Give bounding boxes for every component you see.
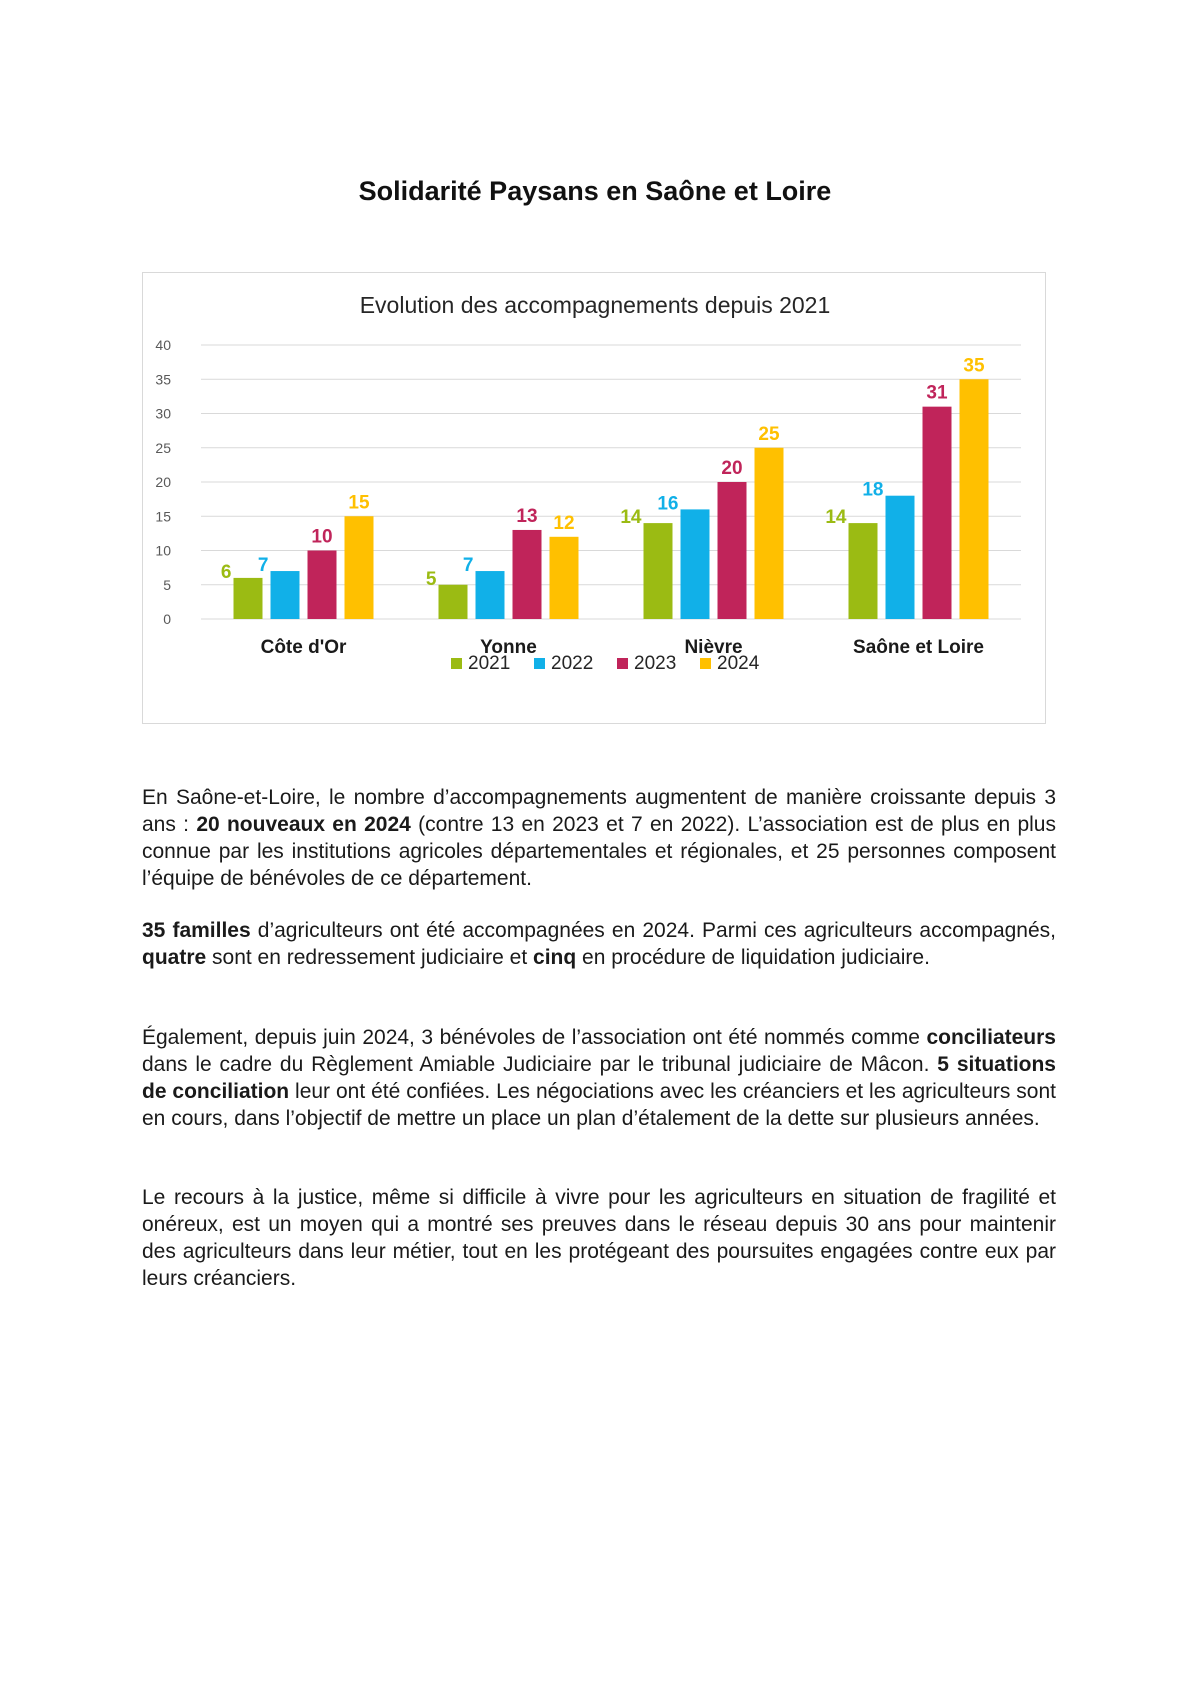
p3-text-a: Également, depuis juin 2024, 3 bénévoles de l’association ont été nommés comme <box>142 1026 927 1049</box>
legend-swatch-2023 <box>617 658 628 669</box>
data-label: 12 <box>553 512 575 534</box>
y-tick-label: 20 <box>155 474 171 490</box>
y-tick-label: 40 <box>155 337 171 353</box>
y-tick-label: 15 <box>155 508 171 525</box>
paragraph-3 <box>142 1024 1056 1132</box>
data-label: 15 <box>348 492 370 514</box>
y-tick-label: 35 <box>155 371 171 388</box>
p2-text-f: en procédure de liquidation judiciaire. <box>576 946 930 969</box>
bar-2022 <box>271 571 300 619</box>
p2-text-b: d’agriculteurs ont été accompagnées en 2024. Parmi ces agriculteurs accompagnés, <box>250 919 1056 942</box>
bar-2023 <box>923 407 952 619</box>
data-label: 10 <box>311 526 333 548</box>
category-label: Côte d'Or <box>260 637 347 658</box>
y-tick-label: 30 <box>155 405 171 422</box>
legend-label: 2021 <box>468 653 511 674</box>
y-tick-label: 0 <box>163 611 171 627</box>
p1-text-c: (contre 13 en 2023 et 7 en 2022). L’association est de plus en plus connue par les institutions agricoles départementales et régionales, et 25 personnes composent l’équipe de bénévoles de ce département. <box>142 813 1056 890</box>
x-axis-categories <box>261 637 984 658</box>
category-label: Nièvre <box>684 637 743 658</box>
legend-label: 2023 <box>634 653 677 674</box>
p2-bold-quatre: quatre <box>142 946 207 969</box>
bar-2021 <box>234 578 263 619</box>
data-label: 7 <box>257 555 269 577</box>
bar-2024 <box>755 448 784 619</box>
data-label: 35 <box>963 355 985 377</box>
paragraph-4 <box>142 1184 1056 1292</box>
data-label: 14 <box>825 507 847 529</box>
p1-bold-new-2024: 20 nouveaux en 2024 <box>196 813 411 836</box>
p4-text-a: Le recours à la justice, même si difficile à vivre pour les agriculteurs en situation de fragilité et onéreux, est un moyen qui a montré ses preuves dans le réseau depuis 30 ans pour maintenir des agriculteurs dans leur métier, tout en les protégeant des poursuites engagées contre eux par leurs créanciers. <box>142 1186 1056 1290</box>
data-label: 5 <box>425 568 437 590</box>
data-label: 13 <box>516 505 538 527</box>
p3-bold-conciliateurs: conciliateurs <box>926 1026 1056 1049</box>
data-label: 31 <box>926 382 948 404</box>
bar-2022 <box>681 509 710 619</box>
chart-title: Evolution des accompagnements depuis 2021 <box>359 292 831 318</box>
document-title: Solidarité Paysans en Saône et Loire <box>358 176 832 206</box>
data-label: 14 <box>620 507 642 529</box>
bar-2023 <box>718 482 747 619</box>
legend-swatch-2024 <box>700 658 711 669</box>
p3-text-e: leur ont été confiées. Les négociations avec les créanciers et les agriculteurs sont en cours, dans l’objectif de mettre un place un plan d’étalement de la dette sur plusieurs années. <box>142 1080 1056 1130</box>
data-label: 18 <box>862 479 884 501</box>
legend-label: 2024 <box>717 653 760 674</box>
bar-2023 <box>308 551 337 620</box>
category-label: Yonne <box>480 637 537 658</box>
bar-chart <box>143 273 1047 725</box>
bar-2021 <box>439 585 468 619</box>
bar-2024 <box>550 537 579 619</box>
y-tick-label: 5 <box>163 576 171 593</box>
category-label: Saône et Loire <box>853 637 984 658</box>
chart-container <box>142 272 1046 724</box>
y-tick-label: 25 <box>155 439 171 456</box>
p2-bold-cinq: cinq <box>533 946 577 969</box>
bar-2023 <box>513 530 542 619</box>
p2-bold-families: 35 familles <box>142 919 251 942</box>
legend-label: 2022 <box>551 653 594 674</box>
p3-text-c: dans le cadre du Règlement Amiable Judiciaire par le tribunal judiciaire de Mâcon. <box>142 1053 938 1076</box>
data-label: 20 <box>721 458 743 479</box>
y-axis-ticks <box>155 337 171 627</box>
data-label: 16 <box>657 493 679 515</box>
paragraph-2 <box>142 917 1056 971</box>
p2-text-d: sont en redressement judiciaire et <box>206 946 534 969</box>
legend-swatch-2021 <box>451 658 462 669</box>
bar-2022 <box>476 571 505 619</box>
bar-2021 <box>849 523 878 619</box>
bar-2022 <box>886 496 915 619</box>
bar-2024 <box>960 379 989 619</box>
bar-2021 <box>644 523 673 619</box>
y-tick-label: 10 <box>155 542 171 559</box>
p1-text-a: En Saône-et-Loire, le nombre d’accompagnements augmentent de manière croissante depuis 3 ans : <box>142 786 1056 836</box>
legend-swatch-2022 <box>534 658 545 669</box>
data-label: 6 <box>220 561 232 583</box>
bar-2024 <box>345 516 374 619</box>
data-label: 25 <box>758 423 780 445</box>
data-label: 7 <box>462 555 474 577</box>
p3-bold-situations: 5 situations de conciliation <box>142 1053 1056 1103</box>
paragraph-1 <box>142 784 1056 892</box>
